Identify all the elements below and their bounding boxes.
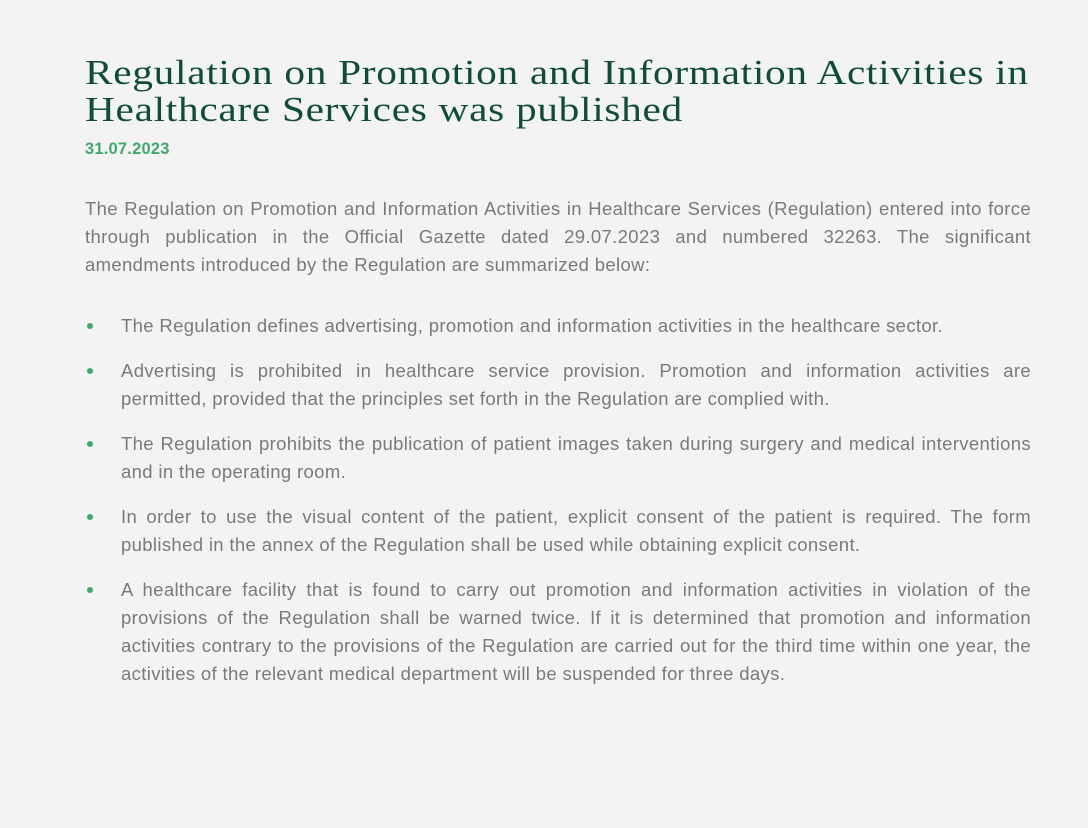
list-item-text: The Regulation prohibits the publication of patient images taken during surgery and medical interventions and in the operating room.	[121, 433, 1031, 482]
bullet-icon	[87, 323, 93, 329]
bullet-icon	[87, 368, 93, 374]
article-title: Regulation on Promotion and Information Activities in Healthcare Services was published	[85, 53, 1029, 129]
list-item	[85, 430, 1031, 486]
bullet-icon	[87, 587, 93, 593]
publish-date: 31.07.2023	[85, 140, 170, 158]
amendments-list	[85, 312, 1031, 688]
bullet-icon	[87, 514, 93, 520]
list-item-text: A healthcare facility that is found to carry out promotion and information activities in violation of the provisions of the Regulation shall be warned twice. If it is determined that promotion and information activities contrary to the provisions of the Regulation are carried out for the third time within one year, the activities of the relevant medical department will be suspended for three days.	[121, 579, 1031, 684]
list-item	[85, 357, 1031, 413]
bullet-icon	[87, 441, 93, 447]
list-item	[85, 503, 1031, 559]
list-item	[85, 312, 1031, 340]
list-item	[85, 576, 1031, 688]
list-item-text: The Regulation defines advertising, promotion and information activities in the healthcare sector.	[121, 315, 944, 336]
list-item-text: Advertising is prohibited in healthcare service provision. Promotion and information activities are permitted, provided that the principles set forth in the Regulation are complied with.	[121, 360, 1031, 409]
intro-paragraph: The Regulation on Promotion and Information Activities in Healthcare Services (Regulation) entered into force through publication in the Official Gazette dated 29.07.2023 and numbered 32263. The significant amendments introduced by the Regulation are summarized below:	[85, 198, 1031, 275]
list-item-text: In order to use the visual content of the patient, explicit consent of the patient is required. The form published in the annex of the Regulation shall be used while obtaining explicit consent.	[121, 506, 1031, 555]
article	[85, 54, 1031, 705]
